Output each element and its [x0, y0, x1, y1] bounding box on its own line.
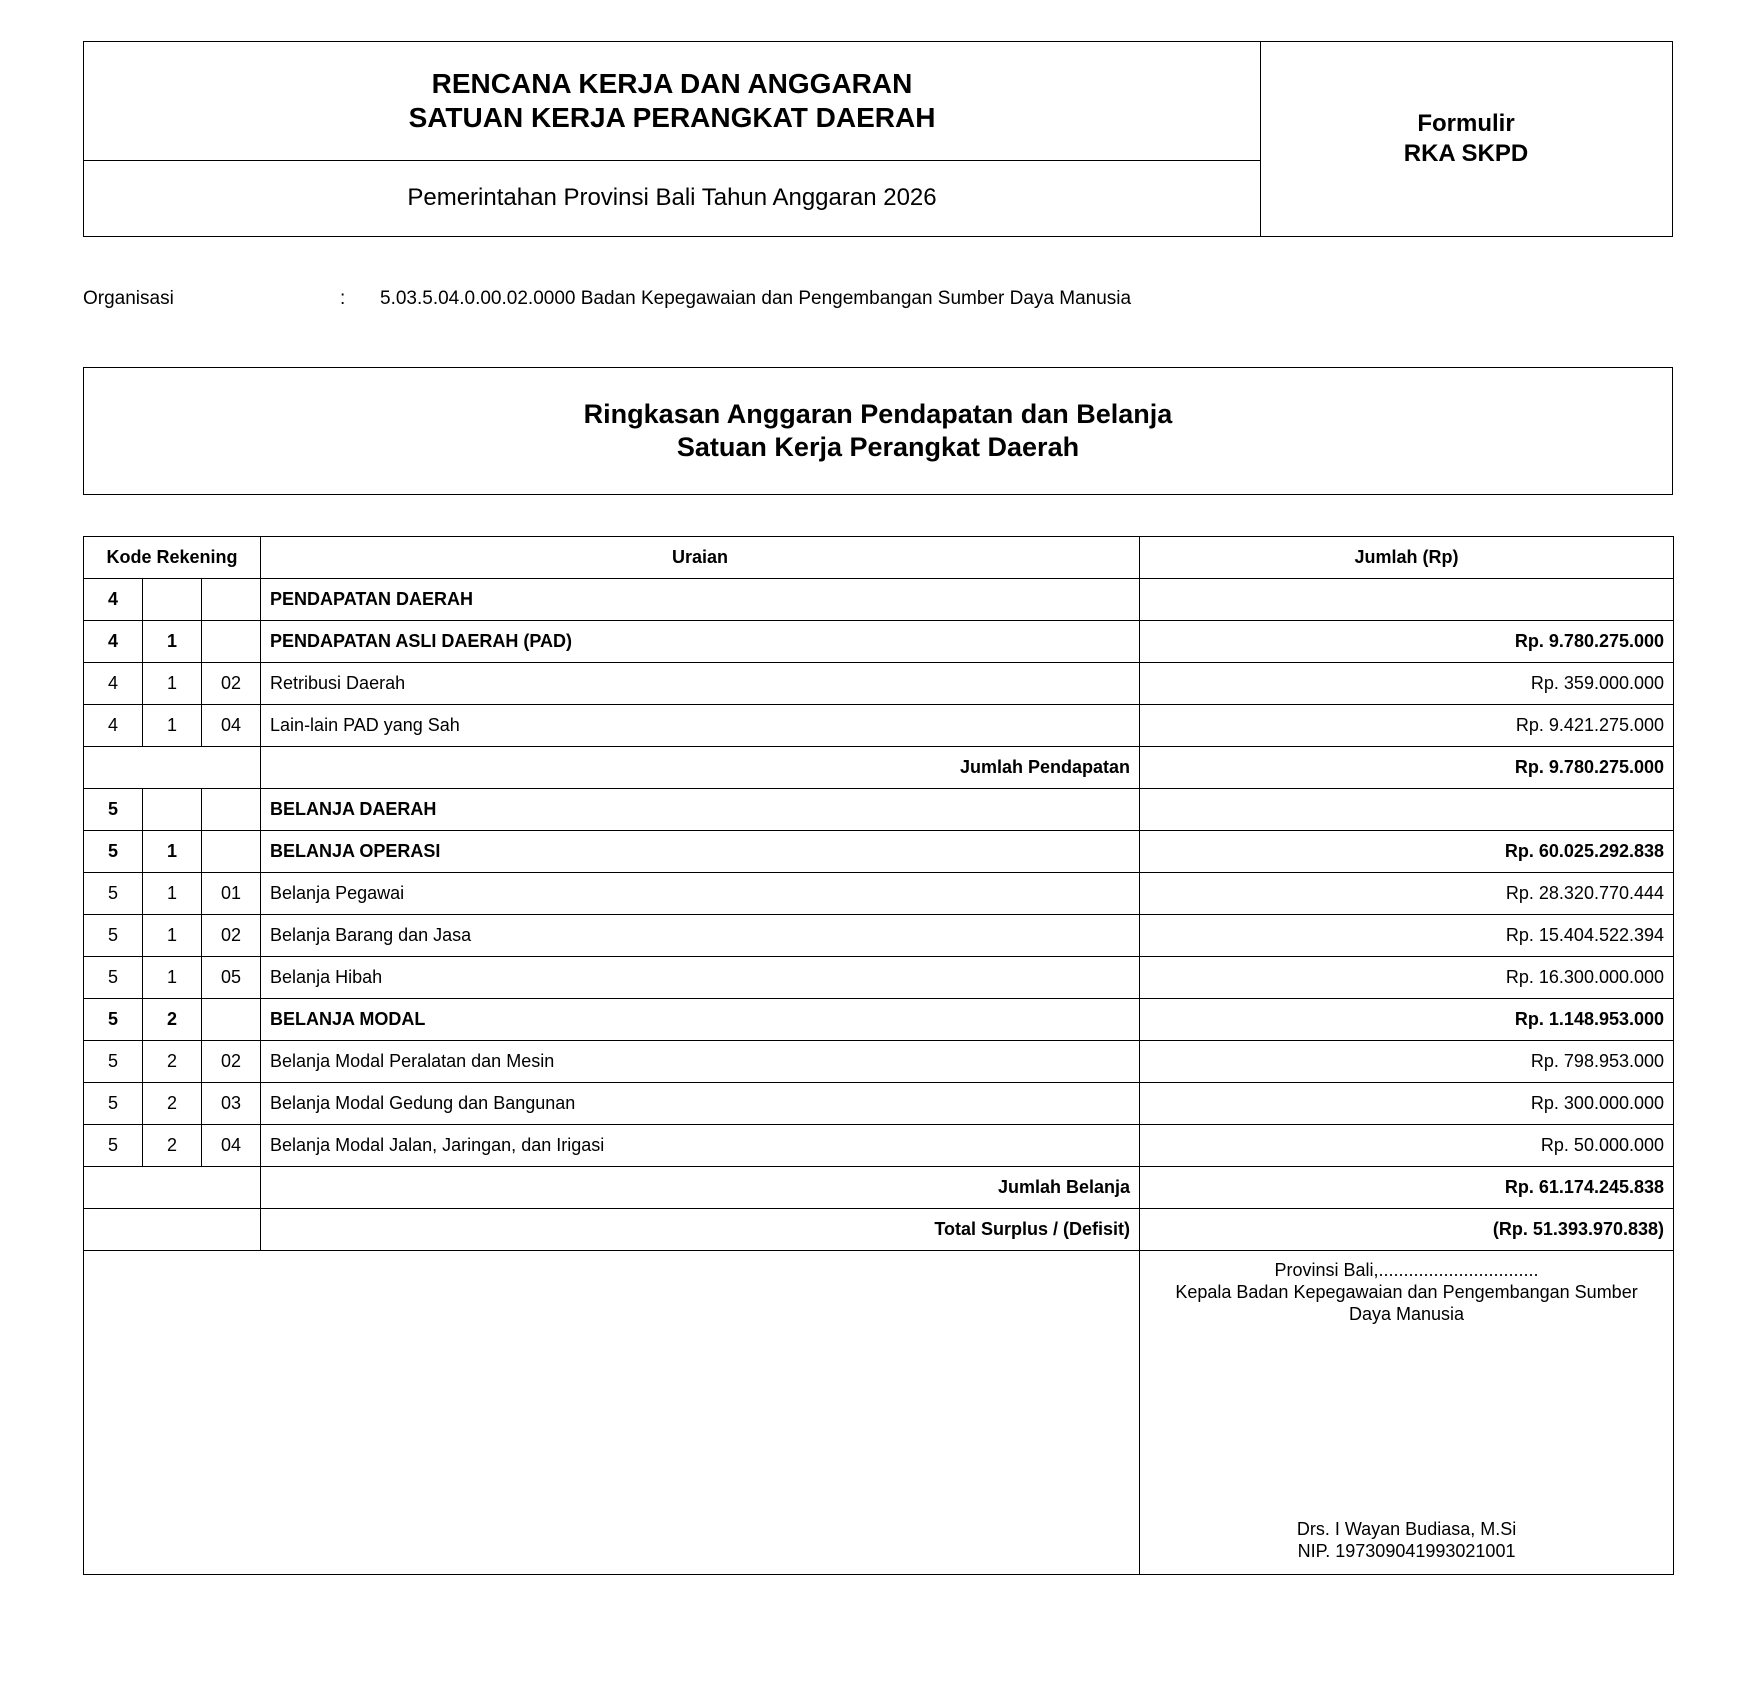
- budget-table: [83, 536, 1674, 1575]
- kode-1-cell: 4: [84, 579, 143, 621]
- table-total-row: [84, 1209, 1674, 1251]
- jumlah-cell: [1140, 579, 1674, 621]
- title-line-1: RENCANA KERJA DAN ANGGARAN: [431, 68, 913, 99]
- kode-2-cell: 1: [143, 873, 202, 915]
- kode-3-cell: 02: [202, 663, 261, 705]
- jumlah-cell: Rp. 798.953.000: [1140, 1041, 1674, 1083]
- uraian-cell: Belanja Pegawai: [261, 873, 1140, 915]
- uraian-cell: BELANJA DAERAH: [261, 789, 1140, 831]
- kode-2-cell: 2: [143, 999, 202, 1041]
- uraian-cell: PENDAPATAN DAERAH: [261, 579, 1140, 621]
- kode-3-cell: [202, 999, 261, 1041]
- table-row: [84, 1083, 1674, 1125]
- kode-1-cell: 5: [84, 1083, 143, 1125]
- summary-line-1: Ringkasan Anggaran Pendapatan dan Belanja: [583, 399, 1173, 429]
- uraian-cell: BELANJA MODAL: [261, 999, 1140, 1041]
- jumlah-cell: Rp. 60.025.292.838: [1140, 831, 1674, 873]
- document-title: [84, 42, 1260, 161]
- jumlah-cell: Rp. 16.300.000.000: [1140, 957, 1674, 999]
- table-row: [84, 789, 1674, 831]
- signature-header: [1152, 1259, 1661, 1325]
- kode-1-cell: 4: [84, 621, 143, 663]
- jumlah-cell: Rp. 50.000.000: [1140, 1125, 1674, 1167]
- uraian-cell: Retribusi Daerah: [261, 663, 1140, 705]
- organisasi-colon: :: [340, 288, 346, 309]
- table-row: [84, 1125, 1674, 1167]
- kode-3-cell: 01: [202, 873, 261, 915]
- uraian-cell: Lain-lain PAD yang Sah: [261, 705, 1140, 747]
- total-label-cell: Jumlah Pendapatan: [261, 747, 1140, 789]
- form-header: [83, 41, 1673, 237]
- form-code: [1260, 42, 1672, 236]
- kode-1-cell: 5: [84, 873, 143, 915]
- total-label-cell: Jumlah Belanja: [261, 1167, 1140, 1209]
- kode-2-cell: [143, 579, 202, 621]
- kode-2-cell: 2: [143, 1041, 202, 1083]
- kode-2-cell: 1: [143, 705, 202, 747]
- table-row: [84, 831, 1674, 873]
- kode-2-cell: 1: [143, 831, 202, 873]
- summary-title: [83, 367, 1673, 495]
- kode-2-cell: 1: [143, 957, 202, 999]
- uraian-cell: PENDAPATAN ASLI DAERAH (PAD): [261, 621, 1140, 663]
- uraian-cell: Belanja Hibah: [261, 957, 1140, 999]
- form-id: RKA SKPD: [1403, 140, 1529, 167]
- jumlah-cell: Rp. 9.780.275.000: [1140, 621, 1674, 663]
- table-total-row: [84, 747, 1674, 789]
- kode-2-cell: 1: [143, 663, 202, 705]
- uraian-cell: Belanja Modal Gedung dan Bangunan: [261, 1083, 1140, 1125]
- kode-2-cell: 1: [143, 915, 202, 957]
- signature-blank-cell: [84, 1251, 1140, 1575]
- jumlah-cell: Rp. 1.148.953.000: [1140, 999, 1674, 1041]
- kode-3-cell: 04: [202, 1125, 261, 1167]
- jumlah-cell: Rp. 28.320.770.444: [1140, 873, 1674, 915]
- kode-3-cell: 03: [202, 1083, 261, 1125]
- jumlah-cell: Rp. 300.000.000: [1140, 1083, 1674, 1125]
- signature-position: Kepala Badan Kepegawaian dan Pengembangan Sumber Daya Manusia: [1175, 1282, 1638, 1324]
- table-row: [84, 1041, 1674, 1083]
- form-label: Formulir: [1417, 110, 1515, 137]
- signature-block: [1140, 1251, 1674, 1575]
- kode-2-cell: 1: [143, 621, 202, 663]
- uraian-cell: Belanja Barang dan Jasa: [261, 915, 1140, 957]
- total-label-cell: Total Surplus / (Defisit): [261, 1209, 1140, 1251]
- organisasi-value: 5.03.5.04.0.00.02.0000 Badan Kepegawaian dan Pengembangan Sumber Daya Manusia: [380, 288, 1132, 309]
- table-row: [84, 663, 1674, 705]
- jumlah-cell: Rp. 15.404.522.394: [1140, 915, 1674, 957]
- kode-3-cell: [202, 789, 261, 831]
- table-row: [84, 621, 1674, 663]
- header-jumlah: Jumlah (Rp): [1140, 537, 1674, 579]
- signature-place-date: Provinsi Bali,................................: [1274, 1260, 1539, 1280]
- kode-1-cell: 5: [84, 915, 143, 957]
- kode-3-cell: 02: [202, 1041, 261, 1083]
- document-subtitle: Pemerintahan Provinsi Bali Tahun Anggaran 2026: [407, 184, 937, 211]
- header-uraian: Uraian: [261, 537, 1140, 579]
- kode-2-cell: 2: [143, 1083, 202, 1125]
- kode-1-cell: 5: [84, 789, 143, 831]
- uraian-cell: BELANJA OPERASI: [261, 831, 1140, 873]
- table-row: [84, 579, 1674, 621]
- kode-3-cell: [202, 621, 261, 663]
- kode-1-cell: 4: [84, 663, 143, 705]
- title-line-2: SATUAN KERJA PERANGKAT DAERAH: [408, 102, 936, 133]
- kode-3-cell: [202, 831, 261, 873]
- table-row: [84, 873, 1674, 915]
- kode-empty-cell: [84, 1167, 261, 1209]
- kode-3-cell: 04: [202, 705, 261, 747]
- organisasi-line: [83, 288, 1673, 314]
- table-row: [84, 915, 1674, 957]
- kode-3-cell: 02: [202, 915, 261, 957]
- kode-1-cell: 5: [84, 1041, 143, 1083]
- kode-1-cell: 5: [84, 1125, 143, 1167]
- uraian-cell: Belanja Modal Peralatan dan Mesin: [261, 1041, 1140, 1083]
- header-left: [84, 42, 1261, 236]
- uraian-cell: Belanja Modal Jalan, Jaringan, dan Irigasi: [261, 1125, 1140, 1167]
- summary-line-2: Satuan Kerja Perangkat Daerah: [676, 432, 1080, 462]
- kode-1-cell: 5: [84, 957, 143, 999]
- jumlah-cell: Rp. 61.174.245.838: [1140, 1167, 1674, 1209]
- jumlah-cell: Rp. 9.780.275.000: [1140, 747, 1674, 789]
- kode-empty-cell: [84, 747, 261, 789]
- jumlah-cell: Rp. 359.000.000: [1140, 663, 1674, 705]
- kode-3-cell: 05: [202, 957, 261, 999]
- signatory-nip: NIP. 197309041993021001: [1297, 1541, 1516, 1561]
- signature-footer: [1140, 1518, 1673, 1562]
- table-row: [84, 957, 1674, 999]
- kode-empty-cell: [84, 1209, 261, 1251]
- kode-1-cell: 5: [84, 999, 143, 1041]
- signatory-name: Drs. I Wayan Budiasa, M.Si: [1296, 1519, 1517, 1539]
- kode-1-cell: 4: [84, 705, 143, 747]
- jumlah-cell: Rp. 9.421.275.000: [1140, 705, 1674, 747]
- kode-1-cell: 5: [84, 831, 143, 873]
- kode-2-cell: 2: [143, 1125, 202, 1167]
- jumlah-cell: (Rp. 51.393.970.838): [1140, 1209, 1674, 1251]
- kode-2-cell: [143, 789, 202, 831]
- table-row: [84, 999, 1674, 1041]
- organisasi-label: Organisasi: [83, 288, 174, 309]
- table-row: [84, 705, 1674, 747]
- header-kode-rekening: Kode Rekening: [84, 537, 261, 579]
- signature-row: [84, 1251, 1674, 1575]
- table-header-row: [84, 537, 1674, 579]
- jumlah-cell: [1140, 789, 1674, 831]
- table-total-row: [84, 1167, 1674, 1209]
- kode-3-cell: [202, 579, 261, 621]
